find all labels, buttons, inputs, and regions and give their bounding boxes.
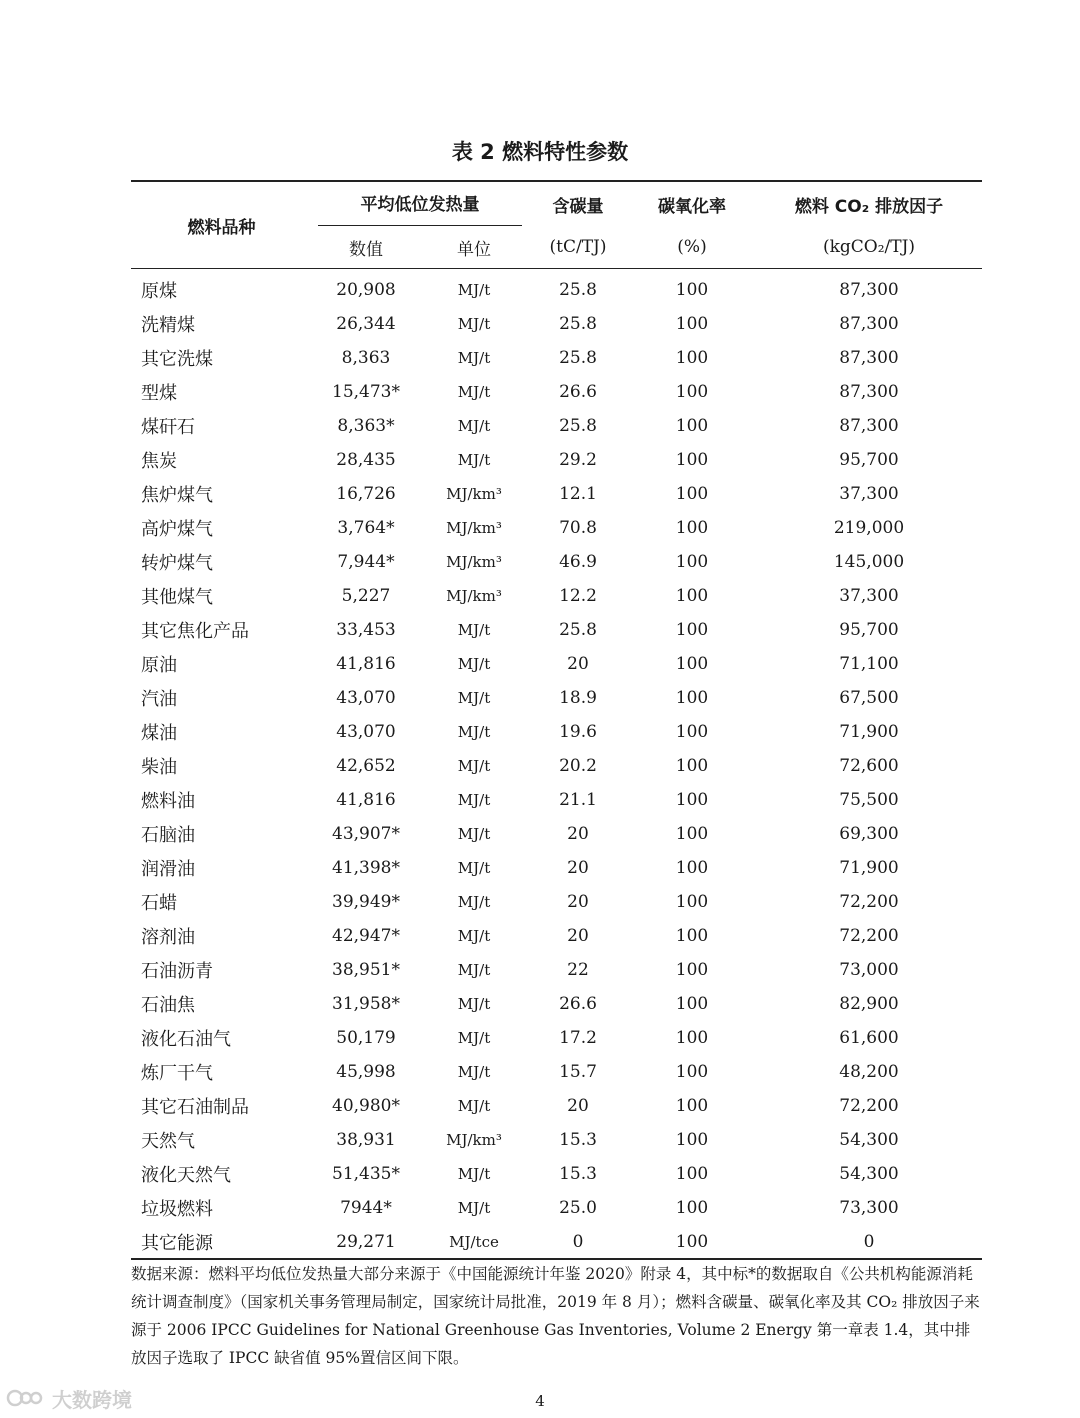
table-row [131,918,982,952]
cell-unit: MJ/t [457,382,491,401]
cell-factor: 54,300 [839,1129,899,1150]
cell-factor: 72,200 [839,925,899,946]
table-row [131,986,982,1020]
cell-name: 焦炭 [141,450,177,472]
cell-unit: MJ/t [457,756,491,775]
table-row [131,1224,982,1259]
cell-oxidation: 100 [675,313,709,334]
cell-value: 41,398* [332,857,400,878]
cell-carbon: 20.2 [559,755,597,776]
cell-value: 45,998 [336,1061,396,1082]
cell-factor: 73,000 [839,959,899,980]
table-row [131,680,982,714]
cell-value: 41,816 [336,653,396,674]
cell-oxidation: 100 [675,415,709,436]
cell-carbon: 26.6 [559,381,597,402]
cell-value: 38,951* [332,959,400,980]
header-value: 数值 [312,226,420,269]
header-carbon-unit: (tC/TJ) [528,226,628,269]
cell-carbon: 25.0 [559,1197,597,1218]
cell-carbon: 20 [567,857,589,878]
cell-name: 洗精煤 [141,314,195,336]
table-row [131,1020,982,1054]
cell-oxidation: 100 [675,551,709,572]
cell-carbon: 25.8 [559,279,597,300]
cell-factor: 71,900 [839,721,899,742]
cell-carbon: 22 [567,959,589,980]
cell-name: 高炉煤气 [141,518,213,540]
cell-unit: MJ/t [457,960,491,979]
cell-name: 溶剂油 [141,926,195,948]
cell-unit: MJ/t [457,1198,491,1217]
page-number: 4 [535,1392,545,1410]
cell-carbon: 17.2 [559,1027,597,1048]
cell-value: 33,453 [336,619,396,640]
cell-factor: 72,200 [839,891,899,912]
cell-oxidation: 100 [675,789,709,810]
cell-value: 7944* [340,1197,392,1218]
table-row [131,1156,982,1190]
table-row [131,782,982,816]
cell-oxidation: 100 [675,585,709,606]
table-row [131,612,982,646]
cell-oxidation: 100 [675,347,709,368]
cell-value: 38,931 [336,1129,396,1150]
table-row [131,1088,982,1122]
cell-oxidation: 100 [675,925,709,946]
cell-carbon: 70.8 [559,517,597,538]
cell-unit: MJ/t [457,722,491,741]
watermark-text: 大数跨境 [52,1387,132,1412]
cell-oxidation: 100 [675,619,709,640]
cell-oxidation: 100 [675,1197,709,1218]
cell-carbon: 20 [567,1095,589,1116]
header-factor: 燃料 CO₂ 排放因子 [756,181,982,226]
cell-unit: MJ/t [457,824,491,843]
cell-name: 煤油 [141,722,177,744]
cell-oxidation: 100 [675,891,709,912]
cell-value: 26,344 [336,313,396,334]
table-row [131,306,982,340]
cell-factor: 67,500 [839,687,899,708]
cell-value: 28,435 [336,449,396,470]
table-row [131,408,982,442]
header-fuel: 燃料品种 [131,181,312,269]
cell-carbon: 25.8 [559,313,597,334]
cell-oxidation: 100 [675,483,709,504]
cell-oxidation: 100 [675,721,709,742]
cell-factor: 87,300 [839,415,899,436]
table-row [131,510,982,544]
cell-name: 石油焦 [141,994,195,1016]
cell-oxidation: 100 [675,959,709,980]
cell-carbon: 26.6 [559,993,597,1014]
cell-name: 焦炉煤气 [141,484,213,506]
cell-name: 石脑油 [141,824,195,846]
cell-unit: MJ/t [457,654,491,673]
table-title: 表 2 燃料特性参数 [451,140,629,164]
cell-unit: MJ/km³ [446,586,502,605]
header-oxidation-unit: (%) [628,226,756,269]
cell-factor: 37,300 [839,585,899,606]
cell-unit: MJ/km³ [446,518,502,537]
cell-carbon: 12.1 [559,483,597,504]
cell-factor: 95,700 [839,449,899,470]
cell-factor: 72,200 [839,1095,899,1116]
cell-value: 51,435* [332,1163,400,1184]
cell-name: 原油 [141,654,177,676]
cell-carbon: 20 [567,925,589,946]
source-note: 数据来源：燃料平均低位发热量大部分来源于《中国能源统计年鉴 2020》附录 4，其中标*的数据取自《公共机构能源消耗统计调查制度》（国家机关事务管理局制定，国家统计局批准，2019 年 8 月）；燃料含碳量、碳氧化率及其 CO₂ 排放因子来源于 2006 IPCC Guidelines for National Greenhouse Gas Inventories, Volume 2 Energy 第一章表 1.4，其中排放因子选取了 IPCC 缺省值 95%置信区间下限。 [131,1265,980,1367]
cell-name: 其他煤气 [141,586,213,608]
cell-carbon: 25.8 [559,347,597,368]
cell-value: 40,980* [332,1095,400,1116]
cell-name: 其它能源 [131,1224,312,1259]
cell-name: 垃圾燃料 [141,1198,213,1220]
cell-value: 3,764* [337,517,395,538]
cell-unit: MJ/t [457,1028,491,1047]
cell-value: 8,363 [341,347,391,368]
table-row [131,578,982,612]
cell-value: 31,958* [332,993,400,1014]
cell-factor: 87,300 [839,381,899,402]
cell-value: 20,908 [336,279,396,300]
cell-oxidation: 100 [675,653,709,674]
cell-factor: 75,500 [839,789,899,810]
cell-value: 7,944* [337,551,395,572]
cell-name: 液化石油气 [141,1028,231,1050]
cell-name: 煤矸石 [141,416,195,438]
cell-value: 39,949* [332,891,400,912]
cell-factor: 95,700 [839,619,899,640]
cell-unit: MJ/t [457,926,491,945]
cell-name: 液化天然气 [141,1164,231,1186]
cell-oxidation: 100 [675,1027,709,1048]
cell-value: 43,907* [332,823,400,844]
table-row [131,269,982,307]
cell-unit: MJ/t [457,450,491,469]
cell-oxidation: 100 [628,1224,756,1259]
cell-carbon: 20 [567,653,589,674]
cell-value: 15,473* [332,381,400,402]
cell-factor: 0 [756,1224,982,1259]
cell-carbon: 46.9 [559,551,597,572]
table-row [131,544,982,578]
cell-factor: 87,300 [839,313,899,334]
cell-carbon: 12.2 [559,585,597,606]
cell-value: 43,070 [336,687,396,708]
cell-name: 石蜡 [141,892,177,914]
cell-unit: MJ/t [457,314,491,333]
cell-factor: 87,300 [839,347,899,368]
cell-carbon: 18.9 [559,687,597,708]
cell-factor: 37,300 [839,483,899,504]
cell-name: 石油沥青 [141,960,213,982]
header-factor-unit: (kgCO₂/TJ) [756,226,982,269]
cell-value: 5,227 [341,585,391,606]
cell-factor: 71,900 [839,857,899,878]
cell-carbon: 15.7 [559,1061,597,1082]
cell-oxidation: 100 [675,279,709,300]
cell-carbon: 0 [528,1224,628,1259]
cell-carbon: 15.3 [559,1163,597,1184]
cell-factor: 72,600 [839,755,899,776]
cell-factor: 54,300 [839,1163,899,1184]
table-row [131,1054,982,1088]
table-row [131,442,982,476]
cell-carbon: 25.8 [559,619,597,640]
cell-unit: MJ/t [457,892,491,911]
cell-carbon: 21.1 [559,789,597,810]
header-heat-value-group [312,181,528,226]
cell-oxidation: 100 [675,993,709,1014]
cell-oxidation: 100 [675,517,709,538]
table-row [131,374,982,408]
cell-unit: MJ/t [457,1096,491,1115]
cell-oxidation: 100 [675,1095,709,1116]
cell-name: 原煤 [141,280,177,302]
cell-name: 润滑油 [141,858,195,880]
cell-name: 转炉煤气 [141,552,213,574]
cell-unit: MJ/t [457,416,491,435]
header-oxidation: 碳氧化率 [628,181,756,226]
cell-value: 42,947* [332,925,400,946]
cell-factor: 48,200 [839,1061,899,1082]
cell-value: 8,363* [337,415,395,436]
cell-carbon: 29.2 [559,449,597,470]
table-row [131,646,982,680]
cell-name: 其它焦化产品 [141,620,249,642]
cell-carbon: 20 [567,891,589,912]
cell-factor: 69,300 [839,823,899,844]
cell-value: 42,652 [336,755,396,776]
cell-unit: MJ/t [457,858,491,877]
cell-oxidation: 100 [675,687,709,708]
cell-unit: MJ/km³ [446,552,502,571]
cell-name: 天然气 [141,1130,195,1152]
cell-unit: MJ/t [457,620,491,639]
cell-carbon: 15.3 [559,1129,597,1150]
cell-factor: 71,100 [839,653,899,674]
table-row [131,884,982,918]
cell-name: 汽油 [141,688,177,710]
table-row [131,748,982,782]
cell-oxidation: 100 [675,755,709,776]
cell-factor: 73,300 [839,1197,899,1218]
table-row [131,714,982,748]
cell-factor: 61,600 [839,1027,899,1048]
cell-factor: 87,300 [839,279,899,300]
cell-unit: MJ/t [457,994,491,1013]
table-row [131,476,982,510]
cell-unit: MJ/t [457,280,491,299]
cell-value: 43,070 [336,721,396,742]
table-row [131,816,982,850]
fuel-parameters-table [131,180,982,1260]
cell-oxidation: 100 [675,857,709,878]
cell-unit: MJ/km³ [446,484,502,503]
cell-oxidation: 100 [675,449,709,470]
cell-unit: MJ/t [457,1164,491,1183]
header-carbon: 含碳量 [528,181,628,226]
cell-factor: 219,000 [833,517,905,538]
header-unit: 单位 [420,226,528,269]
cell-factor: 145,000 [833,551,905,572]
cell-oxidation: 100 [675,823,709,844]
cell-unit: MJ/t [457,1062,491,1081]
cell-name: 炼厂干气 [141,1062,213,1084]
table-row [131,340,982,374]
header-heat-value-label: 平均低位发热量 [318,182,522,226]
cell-value: 16,726 [336,483,396,504]
cell-carbon: 25.8 [559,415,597,436]
cell-factor: 82,900 [839,993,899,1014]
cell-value: 29,271 [312,1224,420,1259]
cell-carbon: 20 [567,823,589,844]
cell-unit: MJ/t [457,348,491,367]
cell-unit: MJ/km³ [446,1130,502,1149]
cell-value: 50,179 [336,1027,396,1048]
cell-oxidation: 100 [675,1061,709,1082]
cell-oxidation: 100 [675,381,709,402]
cell-name: 柴油 [141,756,177,778]
cell-value: 41,816 [336,789,396,810]
cell-unit: MJ/tce [420,1224,528,1259]
cell-name: 其它洗煤 [141,348,213,370]
table-row [131,952,982,986]
table-row [131,850,982,884]
table-row [131,1190,982,1224]
cell-unit: MJ/t [457,790,491,809]
cell-unit: MJ/t [457,688,491,707]
cell-name: 其它石油制品 [141,1096,249,1118]
cell-oxidation: 100 [675,1163,709,1184]
table-row [131,1122,982,1156]
cell-name: 型煤 [141,382,177,404]
cell-carbon: 19.6 [559,721,597,742]
cell-name: 燃料油 [141,790,195,812]
cell-oxidation: 100 [675,1129,709,1150]
